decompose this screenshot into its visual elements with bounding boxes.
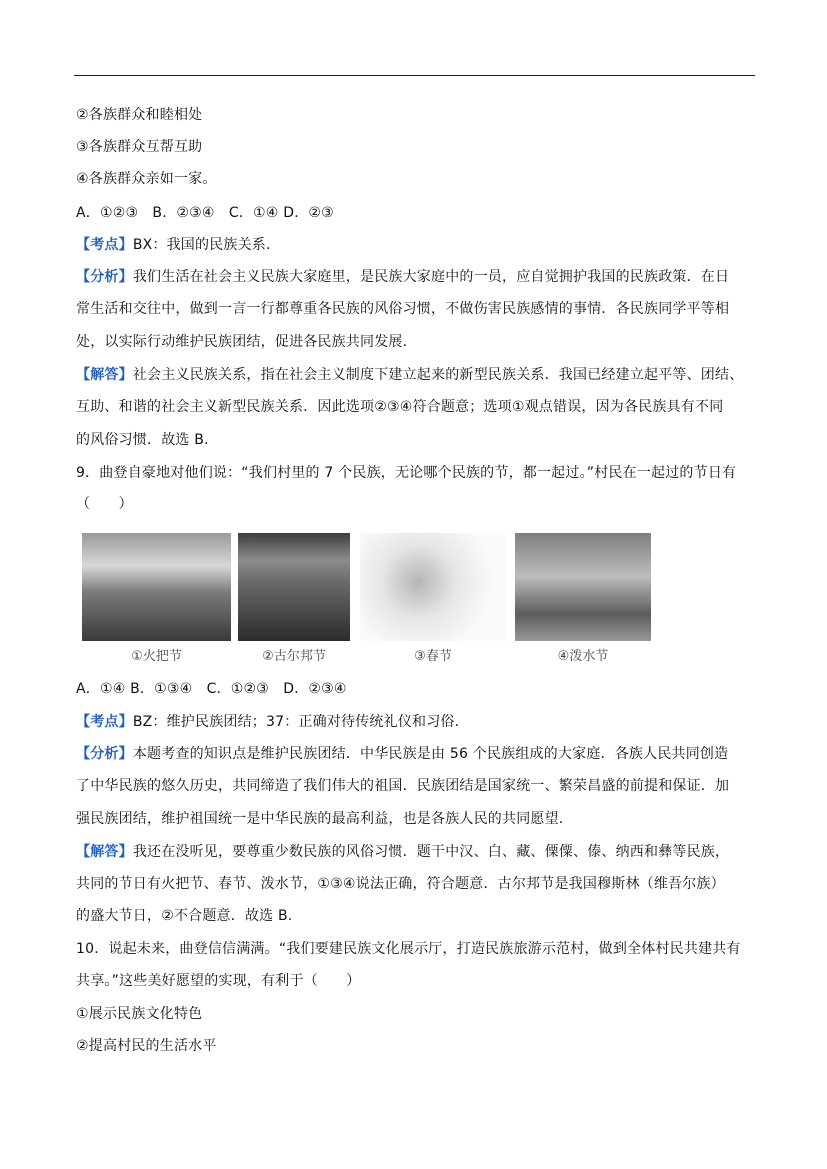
text-line: ③各族群众互帮互助	[76, 139, 203, 155]
tag-label: 【考点】	[76, 714, 133, 730]
image-eid-festival	[238, 533, 350, 663]
tag-label: 【分析】	[76, 269, 133, 285]
image-spring-festival	[360, 533, 506, 663]
text-line: 强民族团结，维护祖国统一是中华民族的最高利益，也是各族人民的共同愿望.	[76, 811, 564, 827]
text-line: 的盛大节日，②不合题意．故选 B.	[76, 908, 293, 924]
image-caption: ③春节	[414, 649, 452, 664]
question-10: 10．说起未来，曲登信信满满。“我们要建民族文化展示厅，打造民族旅游示范村，做到全体村民共建共有	[76, 941, 741, 957]
image-water-festival	[515, 533, 651, 663]
text-line: 的风俗习惯．故选 B.	[76, 432, 209, 448]
text-line: ①展示民族文化特色	[76, 1006, 203, 1022]
text-line: 了中华民族的悠久历史，共同缔造了我们伟大的祖国．民族团结是国家统一、繁荣昌盛的前提和保证．加	[76, 778, 730, 794]
text-line: 【考点】BZ：维护民族团结；37：正确对待传统礼仪和习俗.	[76, 714, 460, 730]
text-line: 【分析】我们生活在社会主义民族大家庭里，是民族大家庭中的一员，应自觉拥护我国的民族政策．在日	[76, 269, 730, 285]
photo	[238, 533, 350, 641]
text-line: 【解答】社会主义民族关系，指在社会主义制度下建立起来的新型民族关系．我国已经建立起平等、团结、	[76, 367, 744, 383]
image-caption: ①火把节	[131, 649, 182, 664]
text-line: 【分析】本题考查的知识点是维护民族团结．中华民族是由 56 个民族组成的大家庭．各族人民共同创造	[76, 746, 729, 762]
photo	[360, 533, 506, 641]
image-caption: ②古尔邦节	[262, 649, 326, 664]
text-line: 共同的节日有火把节、春节、泼水节，①③④说法正确，符合题意．古尔邦节是我国穆斯林（维吾尔族）	[76, 876, 725, 892]
text-line: ④各族群众亲如一家。	[76, 171, 217, 187]
image-torch-festival	[82, 533, 231, 663]
photo	[515, 533, 651, 641]
festival-images	[0, 533, 827, 663]
text-line: 共享。”这些美好愿望的实现，有利于（ ）	[76, 973, 361, 989]
text-line: 互助、和谐的社会主义新型民族关系．因此选项②③④符合题意；选项①观点错误，因为各民族具有不同	[76, 399, 724, 415]
tag-label: 【解答】	[76, 367, 133, 383]
text-line: ②提高村民的生活水平	[76, 1038, 217, 1054]
tag-label: 【解答】	[76, 844, 133, 860]
text-line: 【考点】BX：我国的民族关系.	[76, 237, 271, 253]
header-rule	[74, 75, 755, 76]
photo	[82, 533, 231, 641]
tag-label: 【分析】	[76, 746, 133, 762]
text-line: 【解答】我还在没听见，要尊重少数民族的风俗习惯．题干中汉、白、藏、傈僳、傣、纳西和彝等民族，	[76, 844, 730, 860]
image-caption: ④泼水节	[557, 649, 609, 664]
text-line: 处，以实际行动维护民族团结，促进各民族共同发展.	[76, 334, 408, 350]
tag-label: 【考点】	[76, 237, 133, 253]
answer-options: A．①②③ B．②③④ C．①④ D．②③	[76, 205, 334, 221]
answer-blank: （ ）	[76, 496, 133, 512]
text-line: 常生活和交往中，做到一言一行都尊重各民族的风俗习惯，不做伤害民族感情的事情．各民族同学平等相	[76, 301, 730, 317]
text-line: ②各族群众和睦相处	[76, 107, 203, 123]
question-9: 9．曲登自豪地对他们说：“我们村里的 7 个民族，无论哪个民族的节，都一起过。”村民在一起过的节日有	[76, 465, 737, 481]
answer-options: A．①④ B．①③④ C．①②③ D．②③④	[76, 681, 347, 697]
